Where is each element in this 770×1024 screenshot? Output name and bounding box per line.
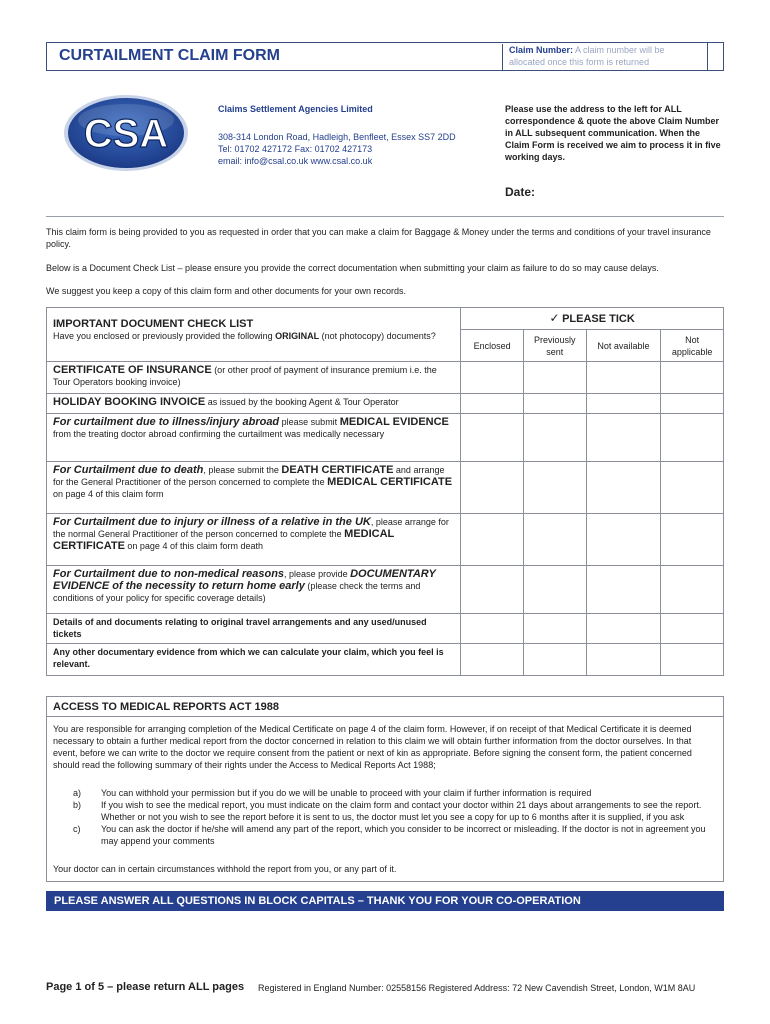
access-closing: Your doctor can in certain circumstances withhold the report from you, or any part of it. bbox=[53, 864, 397, 874]
row-holiday-booking-invoice: HOLIDAY BOOKING INVOICE as issued by the booking Agent & Tour Operator bbox=[47, 394, 461, 414]
row-other-evidence: Any other documentary evidence from which we can calculate your claim, which you feel is relevant. bbox=[47, 644, 461, 676]
tick-cell[interactable] bbox=[523, 566, 586, 614]
tick-cell[interactable] bbox=[586, 514, 661, 566]
col-not-applicable: Not applicable bbox=[661, 330, 724, 362]
access-medical-reports-section bbox=[46, 696, 724, 882]
table-row bbox=[47, 362, 724, 394]
tick-cell[interactable] bbox=[586, 644, 661, 676]
col-not-available: Not available bbox=[586, 330, 661, 362]
tick-cell[interactable] bbox=[461, 462, 524, 514]
tick-cell[interactable] bbox=[586, 414, 661, 462]
tick-cell[interactable] bbox=[523, 462, 586, 514]
tick-cell[interactable] bbox=[661, 362, 724, 394]
intro-paragraph-3: We suggest you keep a copy of this claim form and other documents for your own records. bbox=[46, 286, 407, 296]
tick-cell[interactable] bbox=[586, 462, 661, 514]
form-header bbox=[46, 42, 724, 71]
access-paragraph: You are responsible for arranging completion of the Medical Certificate on page 4 of the claim form. However, if on receipt of that Medical Certificate it is deemed necessary to obtain a further medical report from the doctor concerned in relation to this claim we will obtain further information from the doctor ourselves. In that event, before we can write to the doctor we require consent from the patient or next of kin as appropriate. Before signing the consent form, the patient concerned should read the following summary of their rights under the Access to Medical Reports Act 1988; bbox=[53, 724, 692, 770]
access-body bbox=[53, 723, 717, 875]
tick-cell[interactable] bbox=[461, 394, 524, 414]
tick-cell[interactable] bbox=[586, 394, 661, 414]
row-non-medical: For Curtailment due to non-medical reasons, please provide DOCUMENTARY EVIDENCE of the necessity to return home early (please check the terms and conditions of your policy for specific coverage details) bbox=[47, 566, 461, 614]
col-enclosed: Enclosed bbox=[461, 330, 524, 362]
tick-cell[interactable] bbox=[461, 362, 524, 394]
table-row bbox=[47, 462, 724, 514]
table-row bbox=[47, 644, 724, 676]
agency-address: 308-314 London Road, Hadleigh, Benfleet, Essex SS7 2DD bbox=[218, 132, 456, 142]
row-certificate-of-insurance: CERTIFICATE OF INSURANCE (or other proof of payment of insurance premium i.e. the Tour Operators booking invoice) bbox=[47, 362, 461, 394]
tick-cell[interactable] bbox=[661, 514, 724, 566]
tick-cell[interactable] bbox=[523, 414, 586, 462]
tick-cell[interactable] bbox=[586, 566, 661, 614]
agency-contact bbox=[218, 103, 478, 167]
tick-cell[interactable] bbox=[661, 644, 724, 676]
tick-cell[interactable] bbox=[523, 644, 586, 676]
tick-cell[interactable] bbox=[586, 362, 661, 394]
please-tick-label: PLEASE TICK bbox=[562, 313, 635, 325]
document-checklist bbox=[46, 307, 724, 676]
claim-number-field[interactable] bbox=[502, 44, 702, 71]
checklist-title: IMPORTANT DOCUMENT CHECK LIST bbox=[53, 318, 254, 330]
table-row bbox=[47, 614, 724, 644]
csa-logo bbox=[62, 92, 190, 172]
page-number: Page 1 of 5 – please return ALL pages bbox=[46, 981, 245, 993]
checklist-header-cell bbox=[47, 308, 461, 362]
header-end-cell bbox=[707, 43, 723, 70]
claim-number-placeholder: A claim number will be allocated once this form is returned bbox=[509, 45, 665, 67]
tick-cell[interactable] bbox=[461, 644, 524, 676]
tick-cell[interactable] bbox=[661, 414, 724, 462]
row-illness-abroad: For curtailment due to illness/injury abroad please submit MEDICAL EVIDENCE from the treating doctor abroad confirming the curtailment was medically necessary bbox=[47, 414, 461, 462]
access-rights-list bbox=[53, 787, 717, 847]
intro-paragraph-1: This claim form is being provided to you as requested in order that you can make a claim for Baggage & Money under the terms and conditions of your travel insurance policy. bbox=[46, 227, 711, 249]
please-tick-header bbox=[461, 308, 724, 330]
agency-name: Claims Settlement Agencies Limited bbox=[218, 104, 373, 114]
agency-phone: Tel: 01702 427172 Fax: 01702 427173 bbox=[218, 144, 373, 154]
table-row bbox=[47, 514, 724, 566]
checklist-subtitle: Have you enclosed or previously provided the following ORIGINAL (not photocopy) documents? bbox=[53, 331, 436, 341]
row-travel-arrangements: Details of and documents relating to original travel arrangements and any used/unused tickets bbox=[47, 614, 461, 644]
correspondence-note: Please use the address to the left for ALL correspondence & quote the above Claim Number in ALL subsequent communication. When the Claim Form is received we aim to process it in five working days. bbox=[505, 104, 721, 162]
form-title: CURTAILMENT CLAIM FORM bbox=[59, 47, 280, 64]
list-item: c) You can ask the doctor if he/she will amend any part of the report, which you consider to be incorrect or misleading. If the doctor is not in agreement you may append your comments bbox=[73, 824, 706, 846]
tick-cell[interactable] bbox=[661, 394, 724, 414]
registered-address: Registered in England Number: 02558156 Registered Address: 72 New Cavendish Street, London, W1M 8AU bbox=[258, 983, 696, 993]
table-row bbox=[47, 566, 724, 614]
table-row bbox=[47, 414, 724, 462]
date-field[interactable]: Date: bbox=[505, 185, 536, 199]
claim-number-label: Claim Number: bbox=[509, 45, 574, 55]
tick-cell[interactable] bbox=[523, 394, 586, 414]
list-item: a) You can withhold your permission but if you do we will be unable to proceed with your claim if further information is required bbox=[73, 788, 592, 798]
tick-cell[interactable] bbox=[461, 614, 524, 644]
row-death: For Curtailment due to death, please submit the DEATH CERTIFICATE and arrange for the General Practitioner of the person concerned to complete the MEDICAL CERTIFICATE on page 4 of this claim form bbox=[47, 462, 461, 514]
tick-cell[interactable] bbox=[461, 414, 524, 462]
tick-cell[interactable] bbox=[661, 614, 724, 644]
tick-cell[interactable] bbox=[523, 362, 586, 394]
tick-icon: ✓ bbox=[549, 311, 560, 325]
tick-cell[interactable] bbox=[523, 514, 586, 566]
tick-cell[interactable] bbox=[523, 614, 586, 644]
tick-cell[interactable] bbox=[661, 462, 724, 514]
tick-cell[interactable] bbox=[661, 566, 724, 614]
block-capitals-banner: PLEASE ANSWER ALL QUESTIONS IN BLOCK CAPITALS – THANK YOU FOR YOUR CO-OPERATION bbox=[46, 891, 724, 911]
agency-email: email: info@csal.co.uk www.csal.co.uk bbox=[218, 156, 373, 166]
tick-cell[interactable] bbox=[461, 514, 524, 566]
row-relative-uk: For Curtailment due to injury or illness of a relative in the UK, please arrange for the normal General Practitioner of the person concerned to complete the MEDICAL CERTIFICATE on page 4 of this claim form death bbox=[47, 514, 461, 566]
tick-cell[interactable] bbox=[461, 566, 524, 614]
divider bbox=[46, 216, 724, 217]
logo-text: CSA bbox=[83, 112, 169, 156]
col-previously-sent: Previously sent bbox=[523, 330, 586, 362]
table-row bbox=[47, 394, 724, 414]
tick-cell[interactable] bbox=[586, 614, 661, 644]
intro-paragraph-2: Below is a Document Check List – please ensure you provide the correct documentation when submitting your claim as failure to do so may cause delays. bbox=[46, 263, 659, 273]
access-title: ACCESS TO MEDICAL REPORTS ACT 1988 bbox=[47, 697, 723, 717]
list-item: b) If you wish to see the medical report, you must indicate on the claim form and contact your doctor within 21 days about arrangements to see the report. Whether or not you wish to see the report before it is sent to us, the doctor must let you see a copy for up to 6 months after it is supplied, if you ask bbox=[73, 800, 702, 822]
